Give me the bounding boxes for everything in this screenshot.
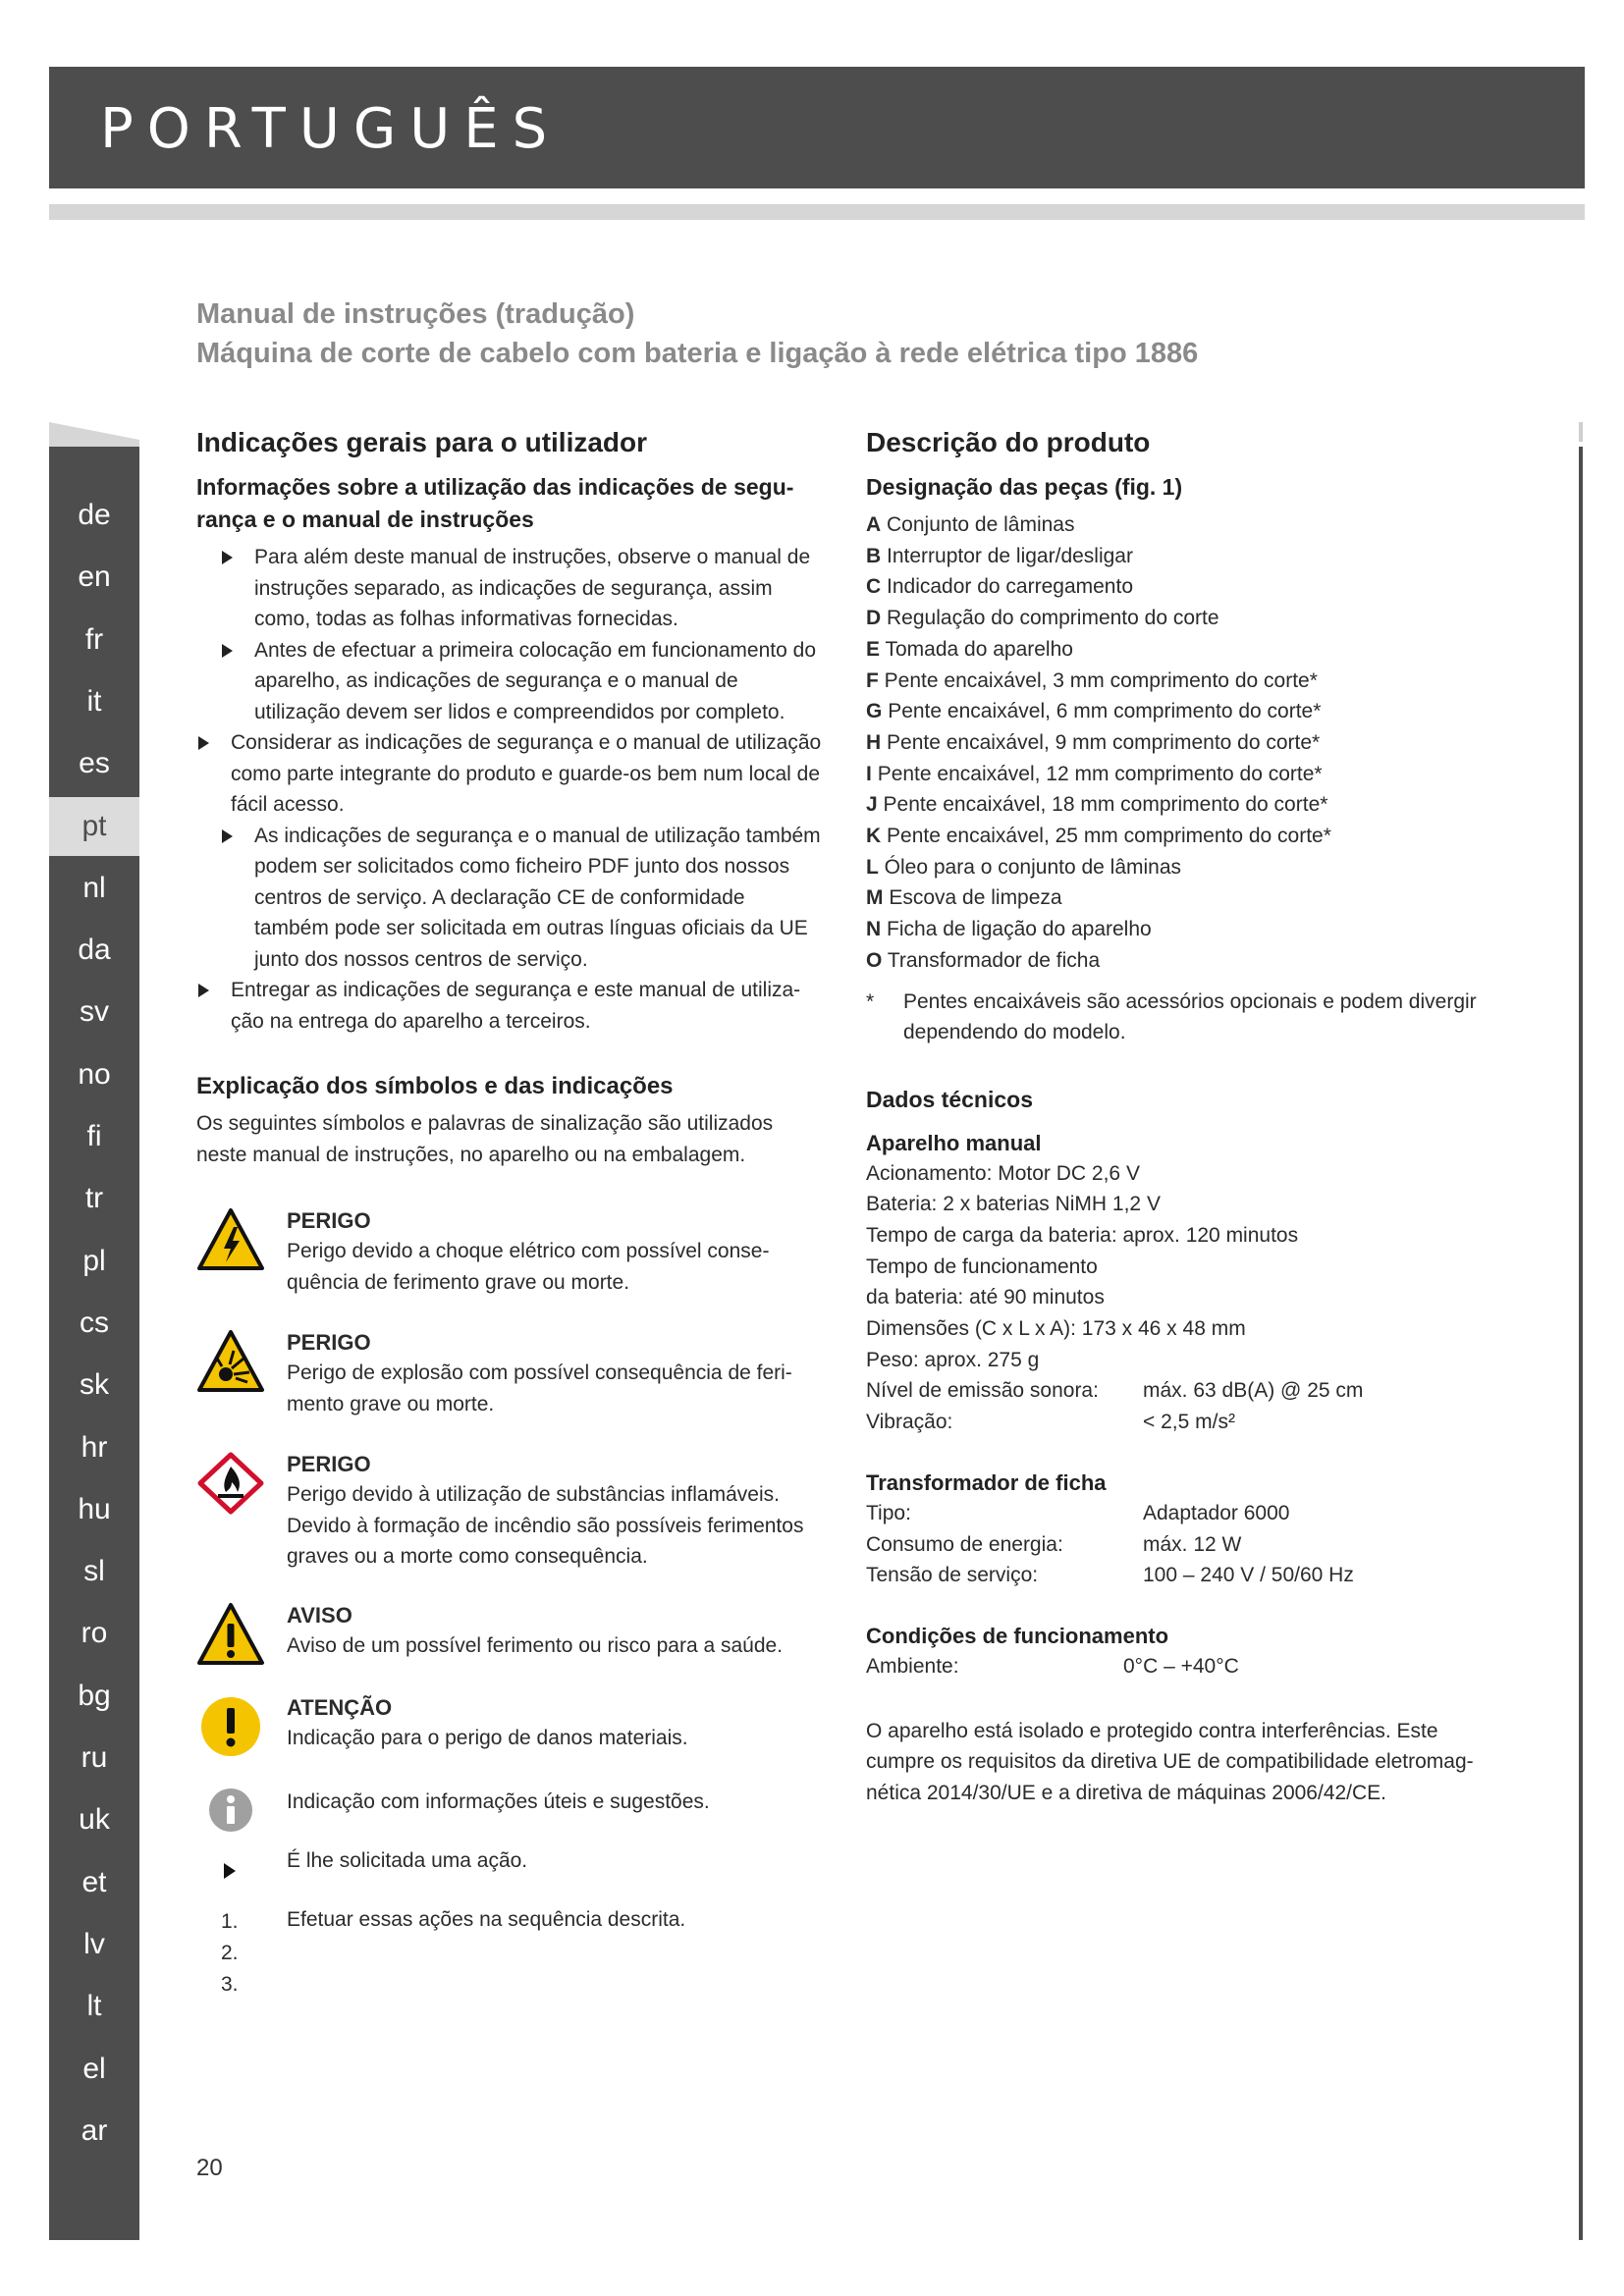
safety-bullets bbox=[196, 542, 825, 1037]
language-tab-no[interactable]: no bbox=[78, 1057, 111, 1091]
part-letter: E bbox=[866, 637, 881, 661]
symbol-entry bbox=[196, 1327, 825, 1419]
part-letter: A bbox=[866, 513, 882, 536]
language-tab-de[interactable]: de bbox=[78, 499, 111, 531]
handheld-rows bbox=[866, 1375, 1553, 1437]
spec-value: Adaptador 6000 bbox=[1143, 1501, 1290, 1524]
language-tab-hu[interactable]: hu bbox=[78, 1492, 111, 1525]
symbols-list bbox=[196, 1205, 825, 1997]
symbols-heading: Explicação dos símbolos e das indicações bbox=[196, 1073, 674, 1099]
symbol-text: Perigo devido à utilização de substâncias inflamáveis. Devido à formação de incêndio são possíveis ferimentos graves ou a morte como consequência. bbox=[287, 1483, 804, 1568]
part-item bbox=[866, 759, 1553, 790]
attention-icon bbox=[196, 1694, 265, 1759]
spec-line: Tempo de funcionamento bbox=[866, 1255, 1098, 1278]
bullet-item: As indicações de segurança e o manual de utilização também podem ser solicitados como ficheiro PDF junto dos nossos centros de serviço. A declaração CE de conformidade também pode ser solicitada em outras línguas oficiais da UE junto dos nossos centros de serviço. bbox=[196, 821, 825, 976]
spec-line: Tempo de carga da bateria: aprox. 120 minutos bbox=[866, 1223, 1299, 1247]
safety-info-subheading bbox=[196, 471, 825, 536]
language-sidebar bbox=[49, 447, 139, 2240]
part-text: Conjunto de lâminas bbox=[887, 513, 1075, 536]
part-text: Indicador do carregamento bbox=[887, 575, 1134, 599]
part-item bbox=[866, 727, 1553, 759]
part-letter: D bbox=[866, 607, 882, 630]
action-arrow-icon bbox=[222, 551, 233, 564]
transformer-rows bbox=[866, 1498, 1553, 1591]
part-letter: F bbox=[866, 668, 879, 692]
spec-label: Ambiente: bbox=[866, 1654, 959, 1678]
symbol-text: Indicação com informações úteis e sugestões. bbox=[287, 1789, 710, 1813]
language-tab-bg[interactable]: bg bbox=[78, 1679, 111, 1712]
document-title-line2: Máquina de corte de cabelo com bateria e ligação à rede elétrica tipo 1886 bbox=[196, 338, 1199, 369]
bullet-item: Considerar as indicações de segurança e o manual de utilização como parte integrante do produto e guarde-os bem num local de fácil acesso. bbox=[196, 727, 825, 821]
steps-entry bbox=[196, 1902, 825, 1997]
symbol-title: PERIGO bbox=[287, 1208, 371, 1233]
closing-text: O aparelho está isolado e protegido contra interferências. Este cumpre os requisitos da diretiva UE de compatibilidade eletromag-nética 2014/30/UE e a diretiva de máquinas 2006/42/CE. bbox=[866, 1719, 1474, 1804]
part-text: Ficha de ligação do aparelho bbox=[887, 918, 1152, 941]
part-letter: I bbox=[866, 762, 872, 785]
part-text: Transformador de ficha bbox=[887, 948, 1101, 972]
language-tab-tr[interactable]: tr bbox=[84, 1182, 104, 1215]
part-text: Pente encaixável, 12 mm comprimento do corte* bbox=[877, 762, 1323, 785]
language-tab-sv[interactable]: sv bbox=[80, 995, 109, 1029]
action-arrow-icon bbox=[196, 1845, 265, 1910]
safety-info-subheading-line2: rança e o manual de instruções bbox=[196, 507, 534, 532]
spec-line: Dimensões (C x L x A): 173 x 46 x 48 mm bbox=[866, 1317, 1246, 1341]
symbol-title: PERIGO bbox=[287, 1452, 371, 1476]
handheld-heading: Aparelho manual bbox=[866, 1130, 1042, 1155]
spec-value: máx. 63 dB(A) @ 25 cm bbox=[1143, 1379, 1364, 1403]
spec-value: 100 – 240 V / 50/60 Hz bbox=[1143, 1564, 1354, 1587]
part-text: Óleo para o conjunto de lâminas bbox=[884, 855, 1182, 879]
part-item bbox=[866, 541, 1553, 572]
part-letter: B bbox=[866, 544, 882, 567]
part-text: Tomada do aparelho bbox=[885, 637, 1073, 661]
part-text: Pente encaixável, 25 mm comprimento do corte* bbox=[887, 825, 1331, 848]
product-description-heading: Descrição do produto bbox=[866, 427, 1151, 457]
symbol-title: AVISO bbox=[287, 1602, 352, 1628]
part-item bbox=[866, 945, 1553, 977]
spec-row bbox=[866, 1375, 1553, 1407]
spec-line: Bateria: 2 x baterias NiMH 1,2 V bbox=[866, 1193, 1161, 1216]
spec-value: < 2,5 m/s² bbox=[1143, 1411, 1235, 1434]
transformer-heading: Transformador de ficha bbox=[866, 1469, 1107, 1495]
parts-heading: Designação das peças (fig. 1) bbox=[866, 474, 1183, 500]
spec-row bbox=[866, 1407, 1553, 1438]
language-tab-pl[interactable]: pl bbox=[82, 1244, 106, 1277]
symbol-text: É lhe solicitada uma ação. bbox=[287, 1848, 528, 1872]
language-tab-cs[interactable]: cs bbox=[80, 1306, 109, 1339]
language-tab-sl[interactable]: sl bbox=[83, 1555, 105, 1588]
spec-line: da bateria: até 90 minutos bbox=[866, 1286, 1105, 1309]
part-item bbox=[866, 509, 1553, 541]
electric-shock-warning-icon bbox=[196, 1207, 265, 1272]
left-column bbox=[196, 424, 825, 1997]
symbol-entry bbox=[196, 1205, 825, 1298]
document-title-line1: Manual de instruções (tradução) bbox=[196, 298, 635, 330]
spec-label: Tipo: bbox=[866, 1501, 911, 1524]
symbol-text: Perigo devido a choque elétrico com possível conse-quência de ferimento grave ou morte. bbox=[287, 1240, 770, 1294]
conditions-heading: Condições de funcionamento bbox=[866, 1623, 1169, 1648]
right-column bbox=[866, 424, 1553, 1808]
document-title bbox=[196, 294, 1532, 373]
part-item bbox=[866, 666, 1553, 697]
parts-note: * Pentes encaixáveis são acessórios opcionais e podem divergir dependendo do modelo. bbox=[866, 989, 1477, 1044]
part-item bbox=[866, 852, 1553, 883]
spec-line: Peso: aprox. 275 g bbox=[866, 1348, 1040, 1371]
header-title: PORTUGUÊS bbox=[100, 97, 562, 161]
bullet-item: Entregar as indicações de segurança e este manual de utiliza-ção na entrega do aparelho a terceiros. bbox=[196, 975, 825, 1037]
language-tab-ar[interactable]: ar bbox=[81, 2113, 108, 2147]
symbol-title: ATENÇÃO bbox=[287, 1694, 393, 1720]
language-tab-hr[interactable]: hr bbox=[81, 1430, 108, 1464]
language-tab-sk[interactable]: sk bbox=[80, 1368, 109, 1402]
steps-text: Efetuar essas ações na sequência descrita. bbox=[287, 1907, 686, 1931]
symbol-entry bbox=[196, 1692, 825, 1757]
part-text: Pente encaixável, 6 mm comprimento do corte* bbox=[888, 700, 1322, 723]
part-letter: H bbox=[866, 730, 882, 754]
spec-row bbox=[866, 1498, 1553, 1529]
part-text: Escova de limpeza bbox=[889, 886, 1062, 910]
bullet-item: Antes de efectuar a primeira colocação em funcionamento do aparelho, as indicações de segurança e o manual de utilização devem ser lidos e compreendidos por completo. bbox=[196, 635, 825, 728]
parts-list bbox=[866, 509, 1553, 977]
part-letter: N bbox=[866, 918, 882, 941]
part-letter: O bbox=[866, 948, 883, 972]
language-tab-pt[interactable]: pt bbox=[49, 797, 139, 856]
bullet-item: Para além deste manual de instruções, observe o manual de instruções separado, as indicações de segurança, assim como, todas as folhas informativas fornecidas. bbox=[196, 542, 825, 635]
spec-value: máx. 12 W bbox=[1143, 1532, 1242, 1556]
language-tab-lt[interactable]: lt bbox=[86, 1990, 102, 2023]
action-arrow-icon bbox=[198, 736, 209, 750]
symbol-entry bbox=[196, 1600, 825, 1665]
language-tab-nl[interactable]: nl bbox=[82, 871, 106, 904]
action-arrow-icon bbox=[222, 644, 233, 658]
header-bar bbox=[49, 67, 1585, 188]
general-info-heading: Indicações gerais para o utilizador bbox=[196, 427, 648, 457]
symbols-intro: Os seguintes símbolos e palavras de sinalização são utilizados neste manual de instruções, no aparelho ou na embalagem. bbox=[196, 1112, 774, 1166]
language-tab-it[interactable]: it bbox=[86, 684, 102, 718]
spec-row bbox=[866, 1529, 1553, 1561]
part-letter: M bbox=[866, 886, 884, 910]
part-letter: K bbox=[866, 825, 882, 848]
technical-data-heading: Dados técnicos bbox=[866, 1086, 1033, 1112]
language-tab-en[interactable]: en bbox=[78, 561, 111, 594]
part-item bbox=[866, 571, 1553, 603]
general-warning-icon bbox=[196, 1602, 265, 1667]
spec-row bbox=[866, 1560, 1553, 1591]
part-letter: J bbox=[866, 793, 878, 817]
part-item bbox=[866, 603, 1553, 634]
part-letter: C bbox=[866, 575, 882, 599]
part-letter: G bbox=[866, 700, 883, 723]
spec-label: Consumo de energia: bbox=[866, 1532, 1063, 1556]
language-tab-el[interactable]: el bbox=[82, 2052, 106, 2085]
handheld-lines bbox=[866, 1158, 1553, 1376]
part-letter: L bbox=[866, 855, 879, 879]
language-tab-da[interactable]: da bbox=[78, 934, 111, 967]
part-item bbox=[866, 696, 1553, 727]
right-rule bbox=[1579, 447, 1583, 2240]
action-arrow-icon bbox=[222, 829, 233, 843]
part-text: Pente encaixável, 3 mm comprimento do corte* bbox=[884, 668, 1318, 692]
language-tab-fi[interactable]: fi bbox=[86, 1120, 102, 1152]
symbol-entry bbox=[196, 1449, 825, 1573]
spec-value: 0°C – +40°C bbox=[1123, 1654, 1239, 1678]
part-item bbox=[866, 789, 1553, 821]
part-text: Regulação do comprimento do corte bbox=[887, 607, 1219, 630]
part-text: Interruptor de ligar/desligar bbox=[887, 544, 1133, 567]
language-tab-ru[interactable]: ru bbox=[81, 1741, 108, 1774]
spec-line: Acionamento: Motor DC 2,6 V bbox=[866, 1161, 1140, 1185]
action-arrow-icon bbox=[198, 984, 209, 997]
language-tab-fr[interactable]: fr bbox=[84, 622, 104, 656]
symbol-entry bbox=[196, 1779, 825, 1826]
part-item bbox=[866, 634, 1553, 666]
right-rule-top bbox=[1579, 422, 1583, 442]
safety-info-subheading-line1: Informações sobre a utilização das indicações de segu- bbox=[196, 474, 794, 500]
spec-row bbox=[866, 1651, 1553, 1682]
part-item bbox=[866, 821, 1553, 852]
part-item bbox=[866, 914, 1553, 945]
symbol-text: Perigo de explosão com possível consequência de feri-mento grave ou morte. bbox=[287, 1362, 792, 1415]
explosion-warning-icon bbox=[196, 1329, 265, 1394]
conditions-rows bbox=[866, 1651, 1553, 1682]
header-rule bbox=[49, 204, 1585, 220]
language-tab-lv[interactable]: lv bbox=[83, 1927, 105, 1960]
part-text: Pente encaixável, 18 mm comprimento do corte* bbox=[883, 793, 1328, 817]
part-item bbox=[866, 882, 1553, 914]
flammable-hazard-icon bbox=[196, 1451, 265, 1516]
part-text: Pente encaixável, 9 mm comprimento do corte* bbox=[887, 730, 1321, 754]
spec-label: Vibração: bbox=[866, 1411, 953, 1434]
symbol-title: PERIGO bbox=[287, 1330, 371, 1355]
language-tab-uk[interactable]: uk bbox=[79, 1803, 110, 1837]
page-number: 20 bbox=[196, 2155, 223, 2181]
language-tab-ro[interactable]: ro bbox=[81, 1617, 108, 1650]
step-numbers: 1. 2. 3. bbox=[221, 1909, 239, 1996]
info-icon bbox=[196, 1781, 265, 1845]
symbol-text: Indicação para o perigo de danos materiais. bbox=[287, 1726, 688, 1749]
spec-label: Tensão de serviço: bbox=[866, 1564, 1039, 1587]
language-tab-es[interactable]: es bbox=[79, 747, 110, 780]
symbol-text: Aviso de um possível ferimento ou risco para a saúde. bbox=[287, 1633, 784, 1657]
language-tab-et[interactable]: et bbox=[81, 1865, 107, 1898]
symbol-entry bbox=[196, 1842, 825, 1885]
spec-label: Nível de emissão sonora: bbox=[866, 1379, 1099, 1403]
